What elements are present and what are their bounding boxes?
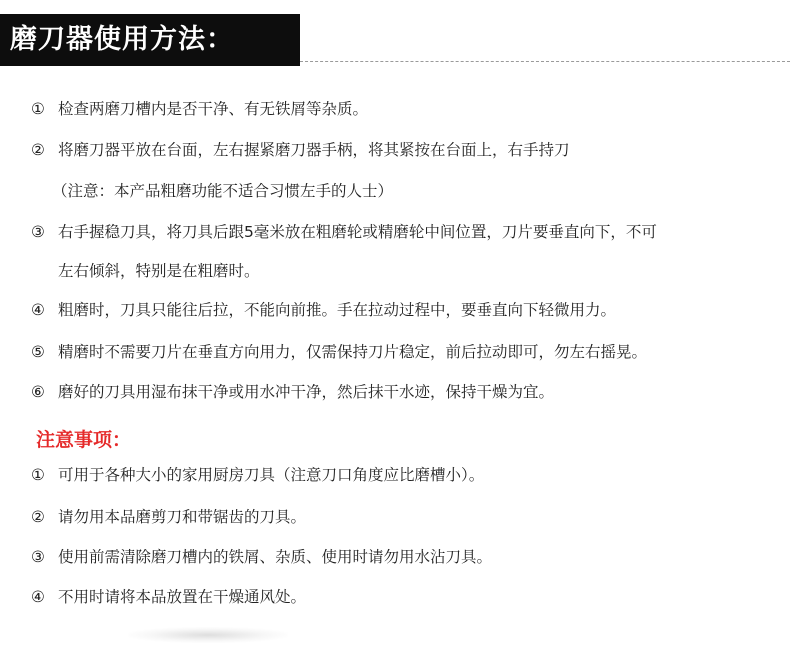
usage-item-text: 磨好的刀具用湿布抹干净或用水冲干净，然后抹干水迹，保持干燥为宜。 — [58, 383, 555, 401]
note-item-text: 请勿用本品磨剪刀和带锯齿的刀具。 — [58, 508, 307, 526]
note-item-4 — [31, 586, 306, 608]
note-item-text: 不用时请将本品放置在干燥通风处。 — [58, 588, 307, 606]
usage-item-5 — [31, 341, 647, 363]
note-item-2 — [31, 506, 306, 528]
usage-item-text: 将磨刀器平放在台面，左右握紧磨刀器手柄，将其紧按在台面上，右手持刀 — [58, 141, 570, 159]
usage-item-text: （注意：本产品粗磨功能不适合习惯左手的人士） — [52, 182, 394, 200]
usage-item-number: ② — [31, 141, 45, 159]
usage-item-text: 右手握稳刀具，将刀具后跟5毫米放在粗磨轮或精磨轮中间位置，刀片要垂直向下，不可 — [58, 223, 657, 241]
note-item-number: ③ — [31, 548, 45, 566]
usage-item-text: 精磨时不需要刀片在垂直方向用力，仅需保持刀片稳定，前后拉动即可，勿左右摇晃。 — [58, 343, 648, 361]
usage-item-3 — [31, 221, 657, 243]
usage-item-number: ⑤ — [31, 343, 45, 361]
usage-item-2-note — [52, 180, 393, 202]
note-item-1 — [31, 464, 484, 486]
usage-item-2 — [31, 139, 570, 161]
usage-item-text: 检查两磨刀槽内是否干净、有无铁屑等杂质。 — [58, 100, 369, 118]
usage-item-number: ⑥ — [31, 383, 45, 401]
note-item-number: ② — [31, 508, 45, 526]
usage-item-text: 粗磨时，刀具只能往后拉，不能向前推。手在拉动过程中，要垂直向下轻微用力。 — [58, 301, 617, 319]
title-banner — [0, 14, 300, 66]
usage-item-text: 左右倾斜，特别是在粗磨时。 — [58, 262, 260, 280]
notes-heading: 注意事项： — [36, 429, 132, 451]
note-item-number: ④ — [31, 588, 45, 606]
usage-item-4 — [31, 299, 616, 321]
note-item-number: ① — [31, 466, 45, 484]
usage-item-1 — [31, 98, 368, 120]
usage-item-number: ① — [31, 100, 45, 118]
page-title: 磨刀器使用方法： — [10, 24, 234, 55]
usage-item-number: ③ — [31, 223, 45, 241]
note-item-text: 可用于各种大小的家用厨房刀具（注意刀口角度应比磨槽小）。 — [58, 466, 485, 484]
faded-watermark — [128, 627, 288, 643]
dotted-divider — [300, 61, 790, 62]
note-item-3 — [31, 546, 492, 568]
usage-item-number: ④ — [31, 301, 45, 319]
note-item-text: 使用前需清除磨刀槽内的铁屑、杂质、使用时请勿用水沾刀具。 — [58, 548, 493, 566]
usage-item-6 — [31, 381, 554, 403]
usage-item-3-continued — [58, 260, 260, 282]
